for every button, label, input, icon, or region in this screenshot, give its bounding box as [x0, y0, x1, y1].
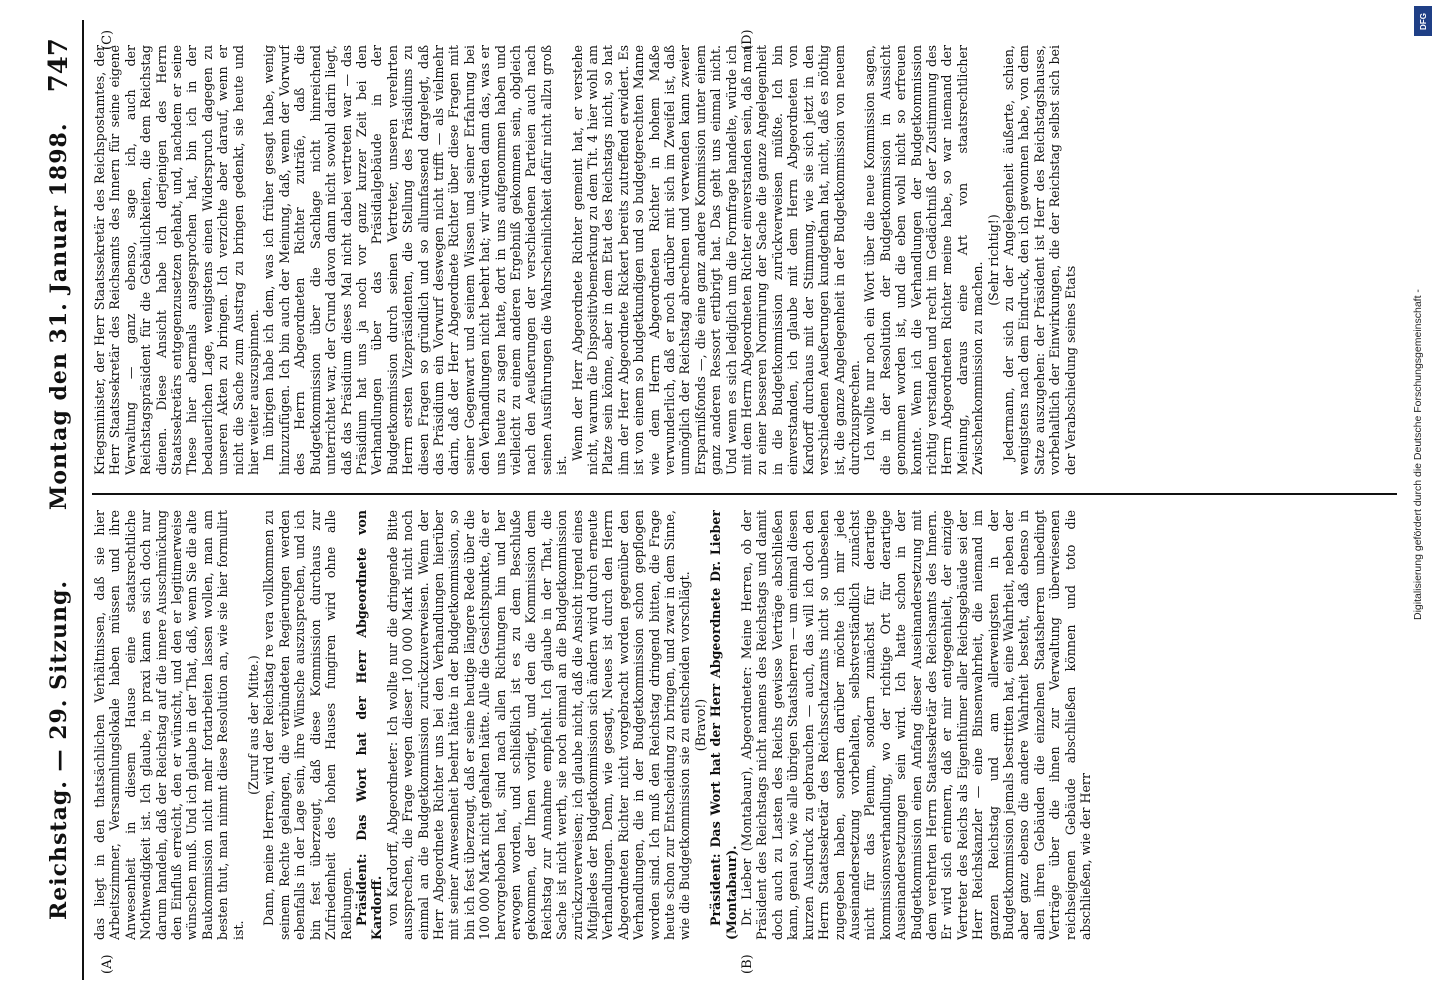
dfg-logo-text: DFG: [1418, 12, 1428, 30]
header-date: Montag den 31. Januar 1898.: [46, 122, 72, 510]
interjection: (Sehr richtig!): [985, 214, 1001, 306]
speaker-paragraph: Präsident: Das Wort hat der Herr Abgeordnete von Kardorff.: [353, 510, 385, 940]
left-column: [92, 510, 1397, 940]
rotated-page: [40, 20, 1410, 980]
paragraph: das liegt in den thatsächlichen Verhältnissen, daß sie hier Arbeitszimmer, Versammlungslokale haben müssen und ihre Anwesenheit in diesem Hause eine staatsrechtliche Nothwendigkeit ist. Ich glaube, in praxi kann es sich doch nur darum handeln, daß der Reichstag auf die innere Ausschmückung den Einfluß erreicht, den er wünscht, und den er legitimerweise wünschen muß. Und ich glaube in der That, daß, wenn Sie die alte Baukommission nicht mehr fortarbeiten lassen wollen, man am besten thut, man nimmt diese Resolution an, wie sie hier formulirt ist.: [92, 510, 246, 940]
interjection: (Bravo!): [692, 698, 708, 752]
interjection: (Zuruf aus der Mitte.): [246, 655, 262, 795]
paragraph: Kriegsminister, der Herr Staatssekretär des Reichspostamtes, der Herr Staatssekretär des Reichsamts des Innern für seine eigene Verwaltung — ganz ebenso, sage ich, auch der Reichstagspräsident für die Gebäulichkeiten, die dem Reichstag dienen. Diese Ansicht habe ich derjenigen des Herrn Staatssekretärs entgegenzusetzen gehabt, und, nachdem er seine These hier abermals ausgesprochen hat, bin ich in der bedauerlichen Lage, wenigstens einen Widerspruch dagegen zu unseren Akten zu bringen. Ich verzichte aber darauf, wenn er nicht die Sache zum Austrag zu bringen gedenkt, sie heute und hier weiter auszuspinnen.: [92, 45, 262, 475]
paragraph: Jedermann, der sich zu der Angelegenheit äußerte, schien, wenigstens nach dem Eindruck, den ich gewonnen habe, von dem Satze auszugehen: der Präsident ist Herr des Reichstagshauses, vorbehaltlich der Einwirkungen, die der Reichstag selbst sich bei der Verabschiedung seines Etats: [1000, 45, 1078, 475]
dfg-logo: [1414, 6, 1432, 36]
credit-text: Digitalisierung gefördert durch die Deutsche Forschungsgemeinschaft -: [1412, 289, 1424, 620]
paragraph: Im übrigen habe ich dem, was ich früher gesagt habe, wenig hinzuzufügen. Ich bin auch der Meinung, daß, wenn der Vorwurf des Herrn Abgeordneten Richter zuträfe, daß die Budgetkommission über die Sachlage nicht hinreichend unterrichtet war, der Grund davon dann nicht sowohl darin liegt, daß das Präsidium dieses Mal nicht dabei vertreten war — das Präsidium hat uns ja noch vor ganz kurzer Zeit bei den Verhandlungen über das Präsidialgebäude in der Budgetkommission durch seinen Vertreter, unseren verehrten Herrn ersten Vizepräsidenten, die Stellung des Präsidiums zu diesen Fragen so gründlich und so allumfassend dargelegt, daß das Präsidium ein Vorwurf deswegen nicht trifft — als vielmehr darin, daß der Herr Abgeordnete Richter über diese Fragen mit seiner Gegenwart und seinem Wissen und seiner Erfahrung bei den Verhandlungen nicht beehrt hat; wir würden dann das, was er uns heute zu sagen hatte, dort in uns aufgenommen haben und vielleicht zu einem anderen Ergebniß gekommen sein, obgleich nach den Aeußerungen der verschiedenen Parteien auch nach seinen Ausführungen die Wahrscheinlichkeit dafür nicht allzu groß ist.: [261, 45, 570, 475]
marker-b: (B): [740, 954, 755, 974]
paragraph: Ich wollte nur noch ein Wort über die neue Kommission sagen, die in der Resolution der Budgetkommission in Aussicht genommen worden ist, und die eben wohl nicht so erfreuen konnte. Wenn ich die Verhandlungen der Budgetkommission richtig verstanden und recht im Gedächtniß der Zustimmung des Herrn Abgeordneten Richter meine habe, so war niemand der Meinung, daraus eine Art von staatsrechtlicher Zwischenkommission zu machen.: [862, 45, 986, 475]
digitization-credit: [1412, 40, 1430, 620]
column-divider: [92, 493, 1397, 495]
speaker-paragraph: Präsident: Das Wort hat der Herr Abgeordnete Dr. Lieber (Montabaur).: [708, 510, 739, 940]
page-header: [40, 20, 84, 980]
columns: [92, 20, 1397, 980]
header-left-title: Reichstag. — 29. Sitzung.: [46, 579, 72, 920]
marker-c: (C): [100, 29, 115, 50]
paragraph: Wenn der Herr Abgeordnete Richter gemeint hat, er verstehe nicht, warum die Dispositivbemerkung zu dem Tit. 4 hier wohl am Platze sein könne, aber in dem Etat des Reichstags nicht, so hat ihm der Herr Abgeordnete Rickert bereits zutreffend erwidert. Es ist von einem so budgetkundigen und so budgetgerechten Manne wie dem Herrn Abgeordneten Richter in hohem Maße verwunderlich, daß er noch darüber mit sich im Zweifel ist, daß unmöglich der Reichstag abrechnen und verwenden kann zweier Ersparnißfonds —, die eine ganz andere Kommission unter einem ganz anderen Ressort ertibrigt hat. Das geht uns einmal nicht. Und wenn es sich lediglich um die Formfrage handelte, würde ich mit dem Herrn Abgeordneten Richter einverstanden sein, daß man zu einer besseren Normirung der Sache die ganze Angelegenheit in die Budgetkommission zurückverweisen müßte. Ich bin einverstanden, ich glaube mit dem Herrn Abgeordneten von Kardorff durchaus mit der Stimmung, wie sie sich jetzt in den verschiedenen Aeußerungen kundgethan hat, nicht, daß es nöthig ist, die ganze Angelegenheit in der Budgetkommission von neuem durchzusprechen.: [569, 45, 862, 475]
page-number: 747: [44, 38, 74, 93]
paragraph: von Kardorff, Abgeordneter: Ich wollte nur die dringende Bitte aussprechen, die Frage wegen dieser 100 000 Mark nicht noch einmal an die Budgetkommission zurückzuverweisen. Wenn der Herr Abgeordnete Richter uns bei den Verhandlungen hierüber mit seiner Anwesenheit beehrt hätte in der Budgetkommission, so bin ich fest überzeugt, daß er seine heutige längere Rede über die 100 000 Mark nicht gehalten hätte. Alle die Gesichtspunkte, die er hervorgehoben hat, sind nach allen Richtungen hin und her erwogen worden, und schließlich ist es zu dem Beschluße gekommen, der Ihnen vorliegt, und den die Kommission dem Reichstag zur Annahme empfiehlt. Ich glaube in der That, die Sache ist nicht werth, sie noch einmal an die Budgetkommission zurückzuverweisen; ich glaube nicht, daß die Ansicht irgend eines Mitgliedes der Budgetkommission sich ändern wird durch erneute Verhandlungen. Denn, wie gesagt, Neues ist durch den Herrn Abgeordneten Richter nicht vorgebracht worden gegenüber den Verhandlungen, die in der Budgetkommission schon gepflogen worden sind. Ich muß den Reichstag dringend bitten, die Frage heute schon zur Entscheidung zu bringen, und zwar in dem Sinne, wie die Budgetkommission sie zu entscheiden vorschlägt.: [384, 510, 693, 940]
marker-d: (D): [740, 29, 755, 50]
paragraph: Dann, meine Herren, wird der Reichstag re vera vollkommen zu seinem Rechte gelangen, die verbündeten Regierungen werden ebenfalls in der Lage sein, ihre Wünsche auszusprechen, und ich bin fest überzeugt, daß diese Kommission durchaus zur Zufriedenheit des hohen Hauses fungiren wird ohne alle Reibungen.: [261, 510, 354, 940]
paragraph: Dr. Lieber (Montabaur), Abgeordneter: Meine Herren, ob der Präsident des Reichstags nicht namens des Reichstags und damit doch auch zu Lasten des Reichs gewisse Verträge abschließen kann, genau so, wie alle übrigen Staatsherren — um einmal diesen kurzen Ausdruck zu gebrauchen — auch, das will ich doch den Herrn Staatssekretär des Reichsschatzamts nicht so unbesehen zugegeben haben, sondern darüber möchte ich mir jede Auseinandersetzung vorbehalten, selbstverständlich zunächst nicht für das Plenum, sondern zunächst für derartige kommissionsverhandlung, wo der richtige Ort für derartige Auseinandersetzungen sein wird. Ich hatte schon in der Budgetkommission einen Anfang dieser Auseinandersetzung mit dem verehrten Herrn Staatssekretär des Reichsamts des Innern. Er wird sich erinnern, daß er mir entgegenhielt, der einzige Vertreter des Reichs als Eigenthümer aller Reichsgebäude sei der Herr Reichskanzler — eine Binsenwahrheit, die niemand im ganzen Reichstag und am allerwenigsten in der Budgetkommission jemals bestritten hat, eine Wahrheit, neben der aber ganz ebenso die andere Wahrheit besteht, daß ebenso in allen ihren Gebäuden die einzelnen Staatsherren unbedingt Verträge über die ihnen zur Verwaltung überwiesenen reichseigenen Gebäude abschließen können und toto die abschließen, wie der Herr: [739, 510, 1093, 940]
marker-a: (A): [100, 954, 115, 974]
